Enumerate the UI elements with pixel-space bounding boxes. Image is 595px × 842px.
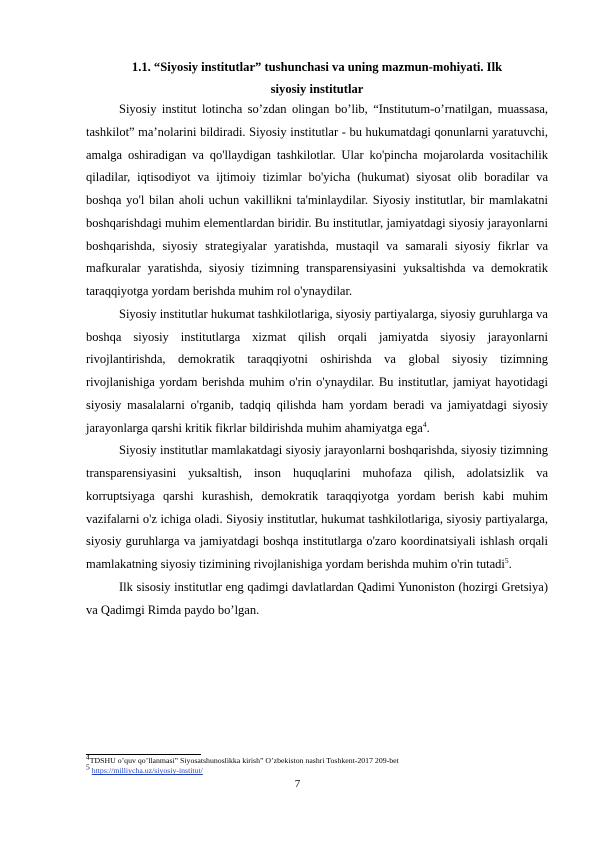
footnote-4-text: TDSHU o’quv qo’llanmasi” Siyosatshunoslikka kirish” O’zbekiston nashri Toshkent-2017 209-bet	[89, 756, 399, 765]
paragraph-3-end: .	[508, 557, 512, 571]
paragraph-4: Ilk sisosiy institutlar eng qadimgi davlatlardan Qadimi Yunoniston (hozirgi Gretsiya) va Qadimgi Rimda paydo bo’lgan.	[86, 579, 548, 617]
footnote-5-number: 5	[86, 762, 90, 772]
heading-line-2: siyosiy institutlar	[270, 82, 364, 96]
heading-line-1: 1.1. “Siyosiy institutlar” tushunchasi va uning mazmun-mohiyati. Ilk	[131, 60, 503, 74]
footnote-ref-4[interactable]: 4	[422, 419, 427, 429]
footnote-5-link[interactable]: https://milliycha.uz/siyosiy-institut/	[91, 766, 203, 776]
paragraph-3	[86, 439, 548, 576]
body-text	[86, 98, 548, 621]
footnote-5	[86, 762, 548, 776]
section-heading	[86, 56, 548, 100]
page-number: 7	[294, 778, 301, 790]
paragraph-3-text: Siyosiy institutlar mamlakatdagi siyosiy jarayonlarni boshqarishda, siyosiy tizimning transparensiyasini yuksaltish, inson huquqlarini muhofaza qilish, adolatsizlik va korruptsiyaga qarshi kurashish, demokratik taraqqiyotga yordam berish kabi muhim vazifalarni o'z ichiga oladi. Siyosiy institutlar, hukumat tashkilotlariga, siyosiy partiyalarga, siyosiy guruhlarga va jamiyatdagi boshqa institutlarga o'zaro koordinatsiyali ishlash orqali mamlakatning siyosiy tizimining rivojlanishiga yordam berishda muhim o'rin tutadi	[86, 443, 548, 571]
footnote-ref-5[interactable]: 5	[504, 555, 509, 565]
paragraph-2	[86, 303, 548, 440]
paragraph-1: Siyosiy institut lotincha so’zdan olingan bo’lib, “Institutum-o’rnatilgan, muassasa, tashkilot” ma’nolarini bildiradi. Siyosiy institutlar - bu hukumatdagi qonunlarni yaratuvchi, amalga oshiradigan va qo'llaydigan tashkilotlar. Ular ko'pincha mojarolarda vositachilik qiladilar, iqtisodiyot va ijtimoiy tizimlar bo'yicha (hukumat) siyosat olib boradilar va boshqa yo'l bilan aholi uchun vakillikni ta'minlaydilar. Siyosiy institutlar, bir mamlakatni boshqarishdagi muhim elementlardan biridir. Bu institutlar, jamiyatdagi siyosiy jarayonlarni boshqarishda, siyosiy strategiyalar yaratishda, mustaqil va samarali siyosiy fikrlar va mafkuralar yaratishda, siyosiy tizimning transparensiyasini yuksaltishda va demokratik taraqqiyotga yordam berishda muhim rol o'ynaydilar.	[86, 102, 548, 298]
footnote-4-number: 4	[86, 752, 90, 762]
footnote-divider	[86, 754, 201, 755]
paragraph-2-end: .	[426, 420, 430, 435]
paragraph-2-text: Siyosiy institutlar hukumat tashkilotlariga, siyosiy partiyalarga, siyosiy guruhlarga va boshqa siyosiy institutlarga xizmat qilish orqali jamiyatda siyosiy jarayonlarni rivojlantirishda, demokratik taraqqiyotni oshirishda va global siyosiy tizimning rivojlanishiga yordam berishda muhim o'rin o'ynaydilar. Bu institutlar, jamiyat hayotidagi siyosiy masalalarni o'rganib, tadqiq qilishda ham yordam beradi va jamiyatdagi siyosiy jarayonlarga qarshi kritik fikrlar bildirishda muhim ahamiyatga ega	[86, 306, 548, 435]
footnote-4	[86, 752, 548, 766]
footnotes	[86, 752, 548, 776]
